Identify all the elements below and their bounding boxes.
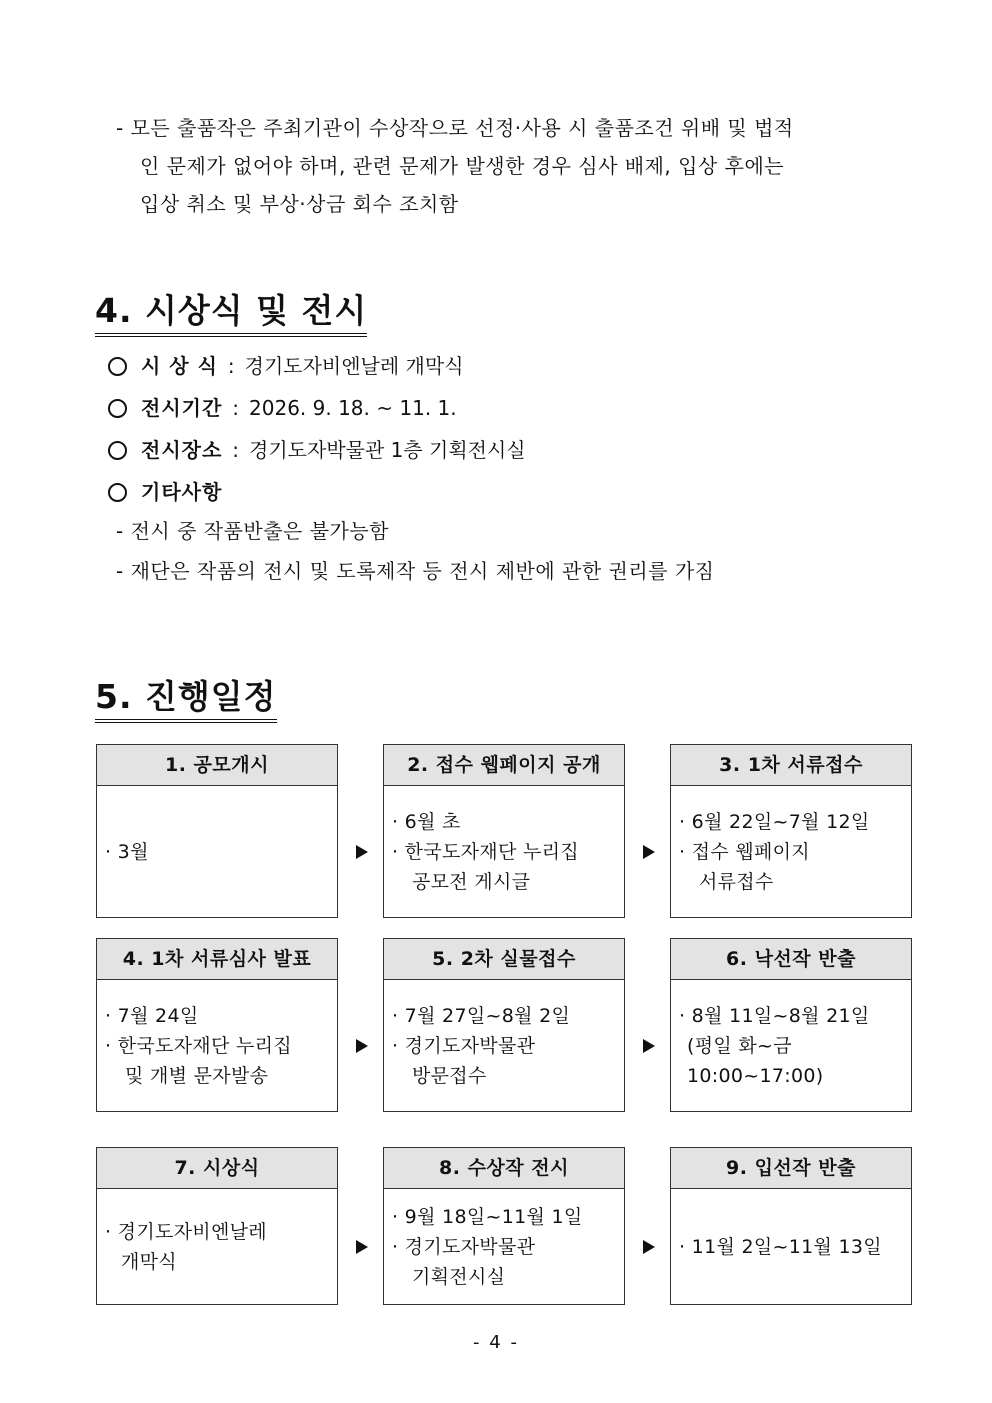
step-line: · 접수 웹페이지 (679, 840, 810, 863)
others-sub-1: - 전시 중 작품반출은 불가능함 (116, 519, 389, 543)
item-label: 전시장소 (141, 438, 223, 462)
circle-bullet-icon (108, 399, 127, 418)
circle-bullet-icon (108, 483, 127, 502)
step-head: 5. 2차 실물접수 (384, 939, 624, 980)
step-line: · 11월 2일~11월 13일 (679, 1235, 882, 1258)
step-head: 2. 접수 웹페이지 공개 (384, 745, 624, 786)
item-exhibition-period (108, 388, 457, 428)
step-head: 6. 낙선작 반출 (671, 939, 911, 980)
step-line: · 8월 11일~8월 21일 (679, 1004, 870, 1027)
schedule-step-1 (96, 744, 338, 918)
step-line: · 한국도자재단 누리집 (105, 1034, 292, 1057)
item-ceremony (108, 346, 464, 386)
step-line: 10:00~17:00) (687, 1064, 824, 1087)
schedule-step-7 (96, 1147, 338, 1305)
item-others (108, 472, 222, 512)
item-label: 시 상 식 (141, 354, 218, 378)
step-body (671, 980, 911, 1111)
step-line: 기획전시실 (412, 1265, 506, 1288)
schedule-step-4 (96, 938, 338, 1112)
item-separator: : (232, 438, 240, 462)
step-head: 3. 1차 서류접수 (671, 745, 911, 786)
step-body (97, 980, 337, 1111)
item-label: 기타사항 (141, 480, 223, 504)
step-line: · 7월 27일~8월 2일 (392, 1004, 571, 1027)
arrow-right-icon (643, 1240, 655, 1254)
step-body (671, 786, 911, 917)
section-4-title: 4. 시상식 및 전시 (95, 291, 367, 337)
arrow-right-icon (356, 1240, 368, 1254)
step-line: · 6월 초 (392, 810, 461, 833)
schedule-step-8 (383, 1147, 625, 1305)
notice-line-3: 입상 취소 및 부상·상금 회수 조치함 (140, 192, 459, 216)
step-line: · 경기도자박물관 (392, 1034, 536, 1057)
section-5-title: 5. 진행일정 (95, 677, 277, 723)
step-line: 서류접수 (699, 870, 774, 893)
step-line: · 한국도자재단 누리집 (392, 840, 579, 863)
step-line: 및 개별 문자발송 (125, 1064, 269, 1087)
step-body (384, 786, 624, 917)
schedule-step-2 (383, 744, 625, 918)
arrow-right-icon (356, 845, 368, 859)
schedule-step-3 (670, 744, 912, 918)
step-body (671, 1189, 911, 1304)
step-line: · 경기도자비엔날레 (105, 1220, 267, 1243)
step-head: 1. 공모개시 (97, 745, 337, 786)
item-value: 2026. 9. 18. ~ 11. 1. (249, 396, 457, 420)
page-number: - 4 - (473, 1332, 519, 1353)
step-line: · 3월 (105, 840, 149, 863)
step-head: 7. 시상식 (97, 1148, 337, 1189)
step-line: · 경기도자박물관 (392, 1235, 536, 1258)
arrow-right-icon (643, 845, 655, 859)
step-head: 9. 입선작 반출 (671, 1148, 911, 1189)
step-body (97, 1189, 337, 1304)
schedule-step-5 (383, 938, 625, 1112)
others-sub-2: - 재단은 작품의 전시 및 도록제작 등 전시 제반에 관한 권리를 가짐 (116, 559, 715, 583)
step-line: · 6월 22일~7월 12일 (679, 810, 870, 833)
step-head: 8. 수상작 전시 (384, 1148, 624, 1189)
step-head: 4. 1차 서류심사 발표 (97, 939, 337, 980)
step-line: 공모전 게시글 (412, 870, 531, 893)
step-line: · 7월 24일 (105, 1004, 199, 1027)
step-line: 개막식 (121, 1250, 177, 1273)
item-separator: : (227, 354, 235, 378)
item-label: 전시기간 (141, 396, 223, 420)
step-body (384, 980, 624, 1111)
circle-bullet-icon (108, 441, 127, 460)
item-separator: : (232, 396, 240, 420)
step-body (384, 1189, 624, 1304)
item-value: 경기도자비엔날레 개막식 (244, 354, 464, 378)
circle-bullet-icon (108, 357, 127, 376)
arrow-right-icon (643, 1039, 655, 1053)
step-line: (평일 화~금 (687, 1034, 792, 1057)
step-line: 방문접수 (412, 1064, 487, 1087)
item-exhibition-venue (108, 430, 526, 470)
step-body (97, 786, 337, 917)
notice-line-2: 인 문제가 없어야 하며, 관련 문제가 발생한 경우 심사 배제, 입상 후에는 (140, 154, 785, 178)
step-line: · 9월 18일~11월 1일 (392, 1205, 583, 1228)
notice-line-1: - 모든 출품작은 주최기관이 수상작으로 선정·사용 시 출품조건 위배 및 법적 (116, 116, 794, 140)
arrow-right-icon (356, 1039, 368, 1053)
notice-paragraph (116, 109, 794, 223)
schedule-step-9 (670, 1147, 912, 1305)
schedule-step-6 (670, 938, 912, 1112)
item-value: 경기도자박물관 1층 기획전시실 (249, 438, 526, 462)
